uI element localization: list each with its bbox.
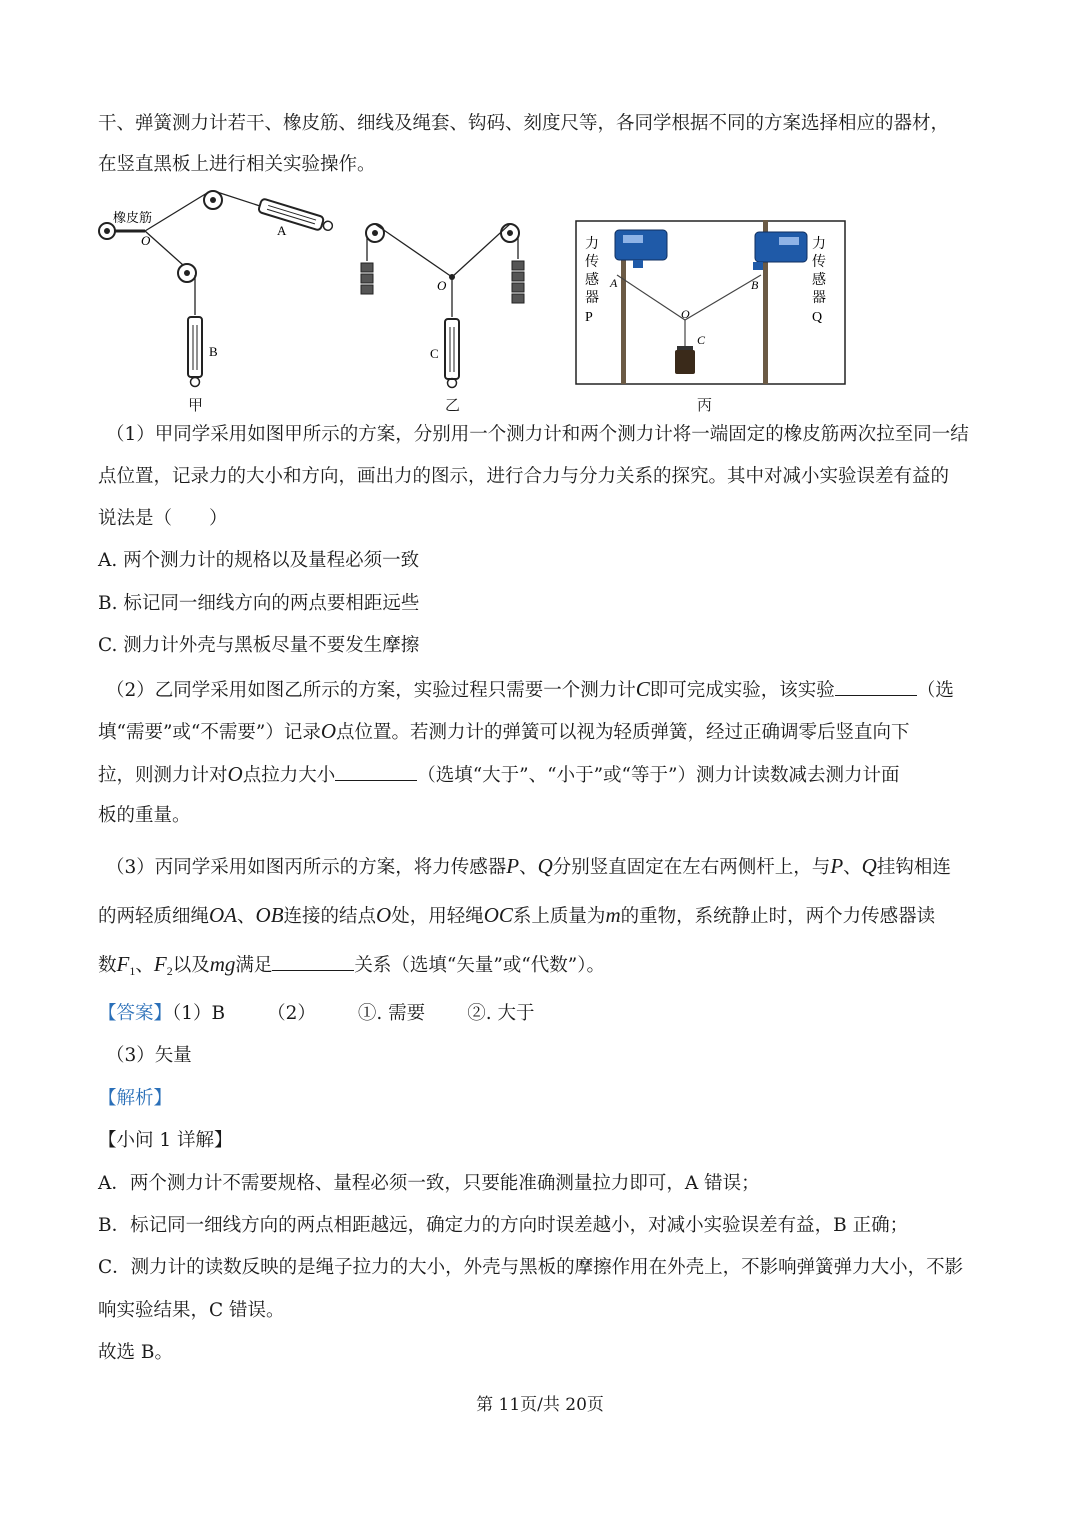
- q2-line-1: （2）乙同学采用如图乙所示的方案，实验过程只需要一个测力计C即可完成实验，该实验 （选: [106, 677, 954, 701]
- page-number: 第 11页/共 20页: [476, 1395, 604, 1415]
- caption-yi: 乙: [445, 396, 461, 414]
- var-p: P: [830, 854, 844, 878]
- analysis-c-2: 响实验结果，C 错误。: [98, 1300, 285, 1321]
- caption-jia: 甲: [188, 396, 204, 414]
- left-sensor-char-4: 器: [585, 291, 599, 306]
- analysis-c-1: C．测力计的读数反映的是绳子拉力的大小，外壳与黑板的摩擦作用在外壳上，不影响弹簧弹力大小，不影: [98, 1257, 964, 1278]
- var-mg: mg: [209, 952, 236, 976]
- q1-option-b: B. 标记同一细线方向的两点要相距远些: [98, 593, 420, 614]
- answer-tag: 【答案】: [98, 1003, 173, 1024]
- q1-line-2: 点位置，记录力的大小和方向，画出力的图示，进行合力与分力关系的探究。其中对减小实验误差有益的: [98, 466, 950, 487]
- q3-line-3: 数$F_1$、$F_2$以及mg满足 关系（选填“矢量”或“代数”）。: [98, 952, 605, 978]
- q3-line-2: 的两轻质细绳OA、OB连接的结点O处，用轻绳OC系上质量为m的重物，系统静止时，两个力传感器读: [98, 903, 936, 927]
- right-sensor-char-3: 感: [812, 273, 826, 288]
- left-sensor-char-5: P: [585, 310, 593, 325]
- figure-jia: [95, 185, 335, 400]
- label-bing-o: O: [681, 307, 690, 321]
- var-c: C: [635, 677, 650, 701]
- answer-line-2: （3）矢量: [106, 1045, 192, 1066]
- var-ob: OB: [255, 903, 284, 927]
- var-f2: $F_2$: [153, 952, 173, 978]
- label-bing-b: B: [751, 278, 759, 292]
- figure-yi: [355, 215, 535, 395]
- q1-line-1: （1）甲同学采用如图甲所示的方案，分别用一个测力计和两个测力计将一端固定的橡皮筋两次拉至同一结: [106, 424, 969, 445]
- right-sensor-char-1: 力: [812, 237, 826, 252]
- left-sensor-char-1: 力: [585, 237, 599, 252]
- q2-line-4: 板的重量。: [98, 805, 191, 826]
- analysis-conclusion: 故选 B。: [98, 1342, 173, 1363]
- left-sensor-char-2: 传: [585, 255, 599, 270]
- q2-blank-2[interactable]: [335, 762, 417, 781]
- q1-option-c: C. 测力计外壳与黑板尽量不要发生摩擦: [98, 635, 420, 656]
- var-oa: OA: [209, 903, 238, 927]
- var-o: O: [227, 762, 243, 786]
- var-oc: OC: [483, 903, 513, 927]
- label-jia-o: O: [141, 233, 151, 248]
- label-bing-c: C: [697, 333, 706, 347]
- q2-line-2: 填“需要”或“不需要”）记录O点位置。若测力计的弹簧可以视为轻质弹簧，经过正确调零后竖直向下: [98, 719, 910, 743]
- q1-option-a: A. 两个测力计的规格以及量程必须一致: [98, 550, 420, 571]
- caption-bing: 丙: [697, 396, 713, 414]
- analysis-b: B．标记同一细线方向的两点相距越远，确定力的方向时误差越小，对减小实验误差有益，B 正确；: [98, 1215, 909, 1236]
- q3-line-1: （3）丙同学采用如图丙所示的方案，将力传感器P、Q分别竖直固定在左右两侧杆上，与P、Q挂钩相连: [106, 854, 951, 878]
- q3-blank[interactable]: [272, 952, 354, 971]
- right-sensor-char-4: 器: [812, 291, 826, 306]
- right-sensor-char-5: Q: [812, 310, 823, 325]
- label-jia-b: B: [209, 344, 218, 359]
- q2-blank-1[interactable]: [835, 677, 917, 696]
- var-q: Q: [537, 854, 553, 878]
- q2-line-3: 拉，则测力计对O点拉力大小 （选填“大于”、“小于”或“等于”）测力计读数减去测力计面: [98, 762, 900, 786]
- label-rubber: 橡皮筋: [113, 210, 153, 225]
- analysis-a: A．两个测力计不需要规格、量程必须一致，只要能准确测量拉力即可，A 错误；: [98, 1173, 760, 1194]
- var-p: P: [506, 854, 520, 878]
- var-q: Q: [861, 854, 877, 878]
- left-sensor-char-3: 感: [585, 273, 599, 288]
- q1-line-3: 说法是（ ）: [98, 508, 228, 529]
- label-yi-c: C: [430, 346, 439, 361]
- analysis-tag: 【解析】: [98, 1088, 173, 1109]
- figure-bing: [575, 220, 847, 388]
- answer-line-1: 【答案】（1）B （2） ①. 需要 ②. 大于: [98, 1003, 535, 1024]
- var-o: O: [320, 719, 337, 743]
- right-sensor-char-2: 传: [812, 255, 826, 270]
- label-yi-o: O: [437, 278, 447, 293]
- intro-line-1: 干、弹簧测力计若干、橡皮筋、细线及绳套、钩码、刻度尺等，各同学根据不同的方案选择相应的器材，: [98, 113, 950, 134]
- label-bing-a: A: [610, 276, 618, 290]
- var-f1: $F_1$: [116, 952, 136, 978]
- label-jia-a: A: [277, 223, 287, 238]
- analysis-heading: 【小问 1 详解】: [98, 1130, 233, 1151]
- var-o: O: [376, 903, 392, 927]
- intro-line-2: 在竖直黑板上进行相关实验操作。: [98, 154, 376, 175]
- var-m: m: [605, 903, 621, 927]
